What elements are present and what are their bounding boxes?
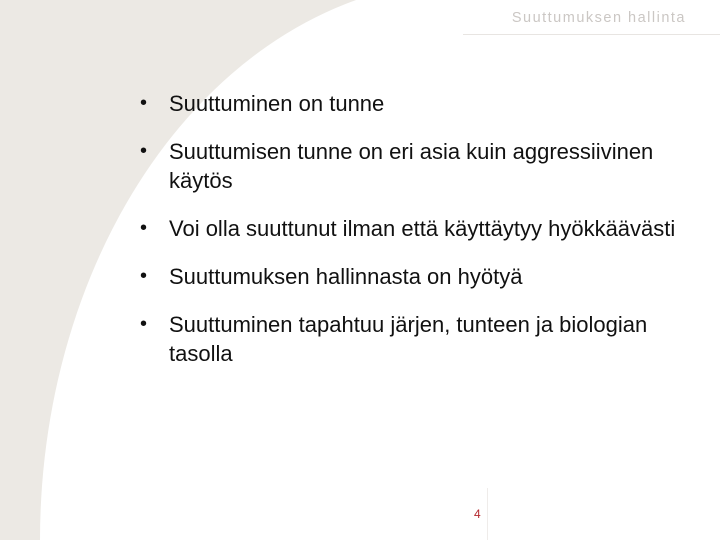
page-number: 4	[474, 507, 481, 521]
bullet-marker: •	[140, 265, 148, 287]
header-divider	[463, 34, 720, 35]
bullet-text: Suuttuminen tapahtuu järjen, tunteen ja biologian tasolla	[169, 312, 648, 366]
bullet-marker: •	[140, 313, 148, 335]
bullet-text: Suuttuminen on tunne	[169, 91, 385, 116]
bullet-item	[140, 262, 680, 291]
bullet-item	[140, 137, 680, 195]
bullet-item	[140, 310, 680, 368]
bullet-marker: •	[140, 92, 148, 114]
bullet-marker: •	[140, 217, 148, 239]
bullet-item	[140, 89, 680, 118]
footer-divider	[487, 488, 488, 540]
bullet-text: Voi olla suuttunut ilman että käyttäytyy hyökkäävästi	[169, 216, 676, 241]
bullet-text: Suuttumisen tunne on eri asia kuin aggressiivinen käytös	[169, 139, 654, 193]
bullet-text: Suuttumuksen hallinnasta on hyötyä	[169, 264, 523, 289]
bullet-list	[140, 89, 680, 387]
bullet-item	[140, 214, 680, 243]
slide-header-title: Suuttumuksen hallinta	[511, 10, 686, 26]
bullet-marker: •	[140, 140, 148, 162]
